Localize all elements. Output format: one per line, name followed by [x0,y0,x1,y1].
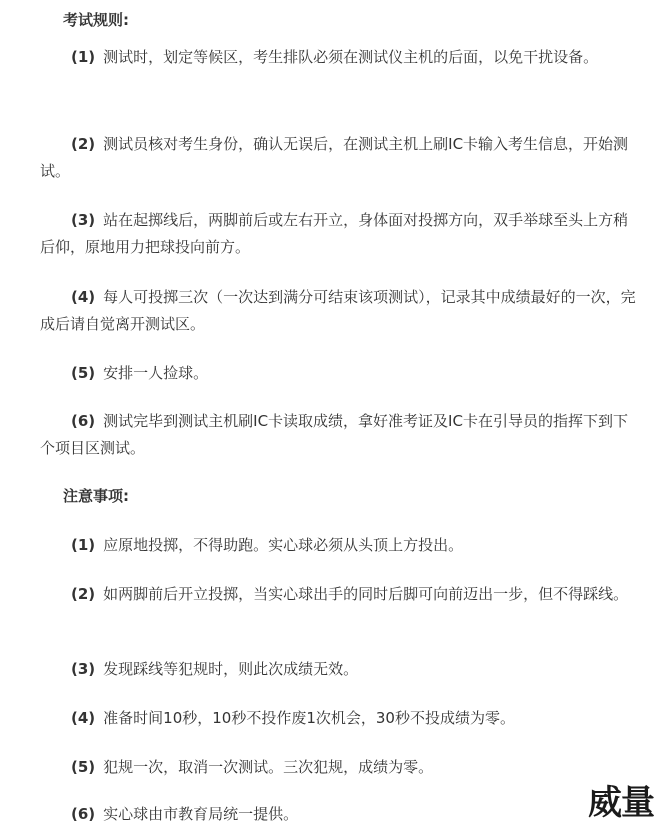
note-paragraph-2 [40,581,638,608]
rule-text: 测试完毕到测试主机刷IC卡读取成绩，拿好准考证及IC卡在引导员的指挥下到下个项目区测试。 [40,412,628,457]
note-number: (6) [71,805,96,823]
rule-paragraph-1 [40,44,638,71]
rule-number: (4) [71,288,96,306]
note-text: 犯规一次，取消一次测试。三次犯规，成绩为零。 [103,758,434,776]
note-number: (5) [71,758,96,776]
rule-paragraph-4 [40,284,638,338]
note-text: 发现踩线等犯规时，则此次成绩无效。 [103,660,359,678]
rule-number: (5) [71,364,96,382]
rule-paragraph-3 [40,207,638,261]
rule-text: 每人可投掷三次（一次达到满分可结束该项测试），记录其中成绩最好的一次，完成后请自觉离开测试区。 [40,288,636,333]
rule-paragraph-5 [40,360,638,387]
note-text: 实心球由市教育局统一提供。 [103,805,299,823]
note-paragraph-4 [40,705,638,732]
section-heading-exam-rules: 考试规则: [63,11,129,29]
note-number: (4) [71,709,96,727]
note-paragraph-6 [40,801,638,828]
rule-paragraph-6 [40,408,638,462]
note-text: 准备时间10秒，10秒不投作废1次机会，30秒不投成绩为零。 [103,709,515,727]
rule-number: (1) [71,48,96,66]
note-paragraph-1 [40,532,638,559]
note-text: 应原地投掷，不得助跑。实心球必须从头顶上方投出。 [103,536,464,554]
rule-text: 测试时，划定等候区，考生排队必须在测试仪主机的后面，以免干扰设备。 [103,48,599,66]
section-heading-notes: 注意事项: [63,487,129,505]
rule-number: (2) [71,135,96,153]
rule-number: (6) [71,412,96,430]
rule-text: 安排一人捡球。 [103,364,209,382]
note-paragraph-3 [40,656,638,683]
rule-paragraph-2 [40,131,638,185]
rule-text: 测试员核对考生身份，确认无误后，在测试主机上刷IC卡输入考生信息，开始测试。 [40,135,629,180]
note-paragraph-5 [40,754,638,781]
rule-number: (3) [71,211,96,229]
note-number: (2) [71,585,96,603]
note-number: (3) [71,660,96,678]
note-number: (1) [71,536,96,554]
rule-text: 站在起掷线后，两脚前后或左右开立，身体面对投掷方向，双手举球至头上方稍后仰，原地用力把球投向前方。 [40,211,629,256]
note-text: 如两脚前后开立投掷，当实心球出手的同时后脚可向前迈出一步，但不得踩线。 [103,585,629,603]
watermark-logo: 威量 [588,783,654,823]
